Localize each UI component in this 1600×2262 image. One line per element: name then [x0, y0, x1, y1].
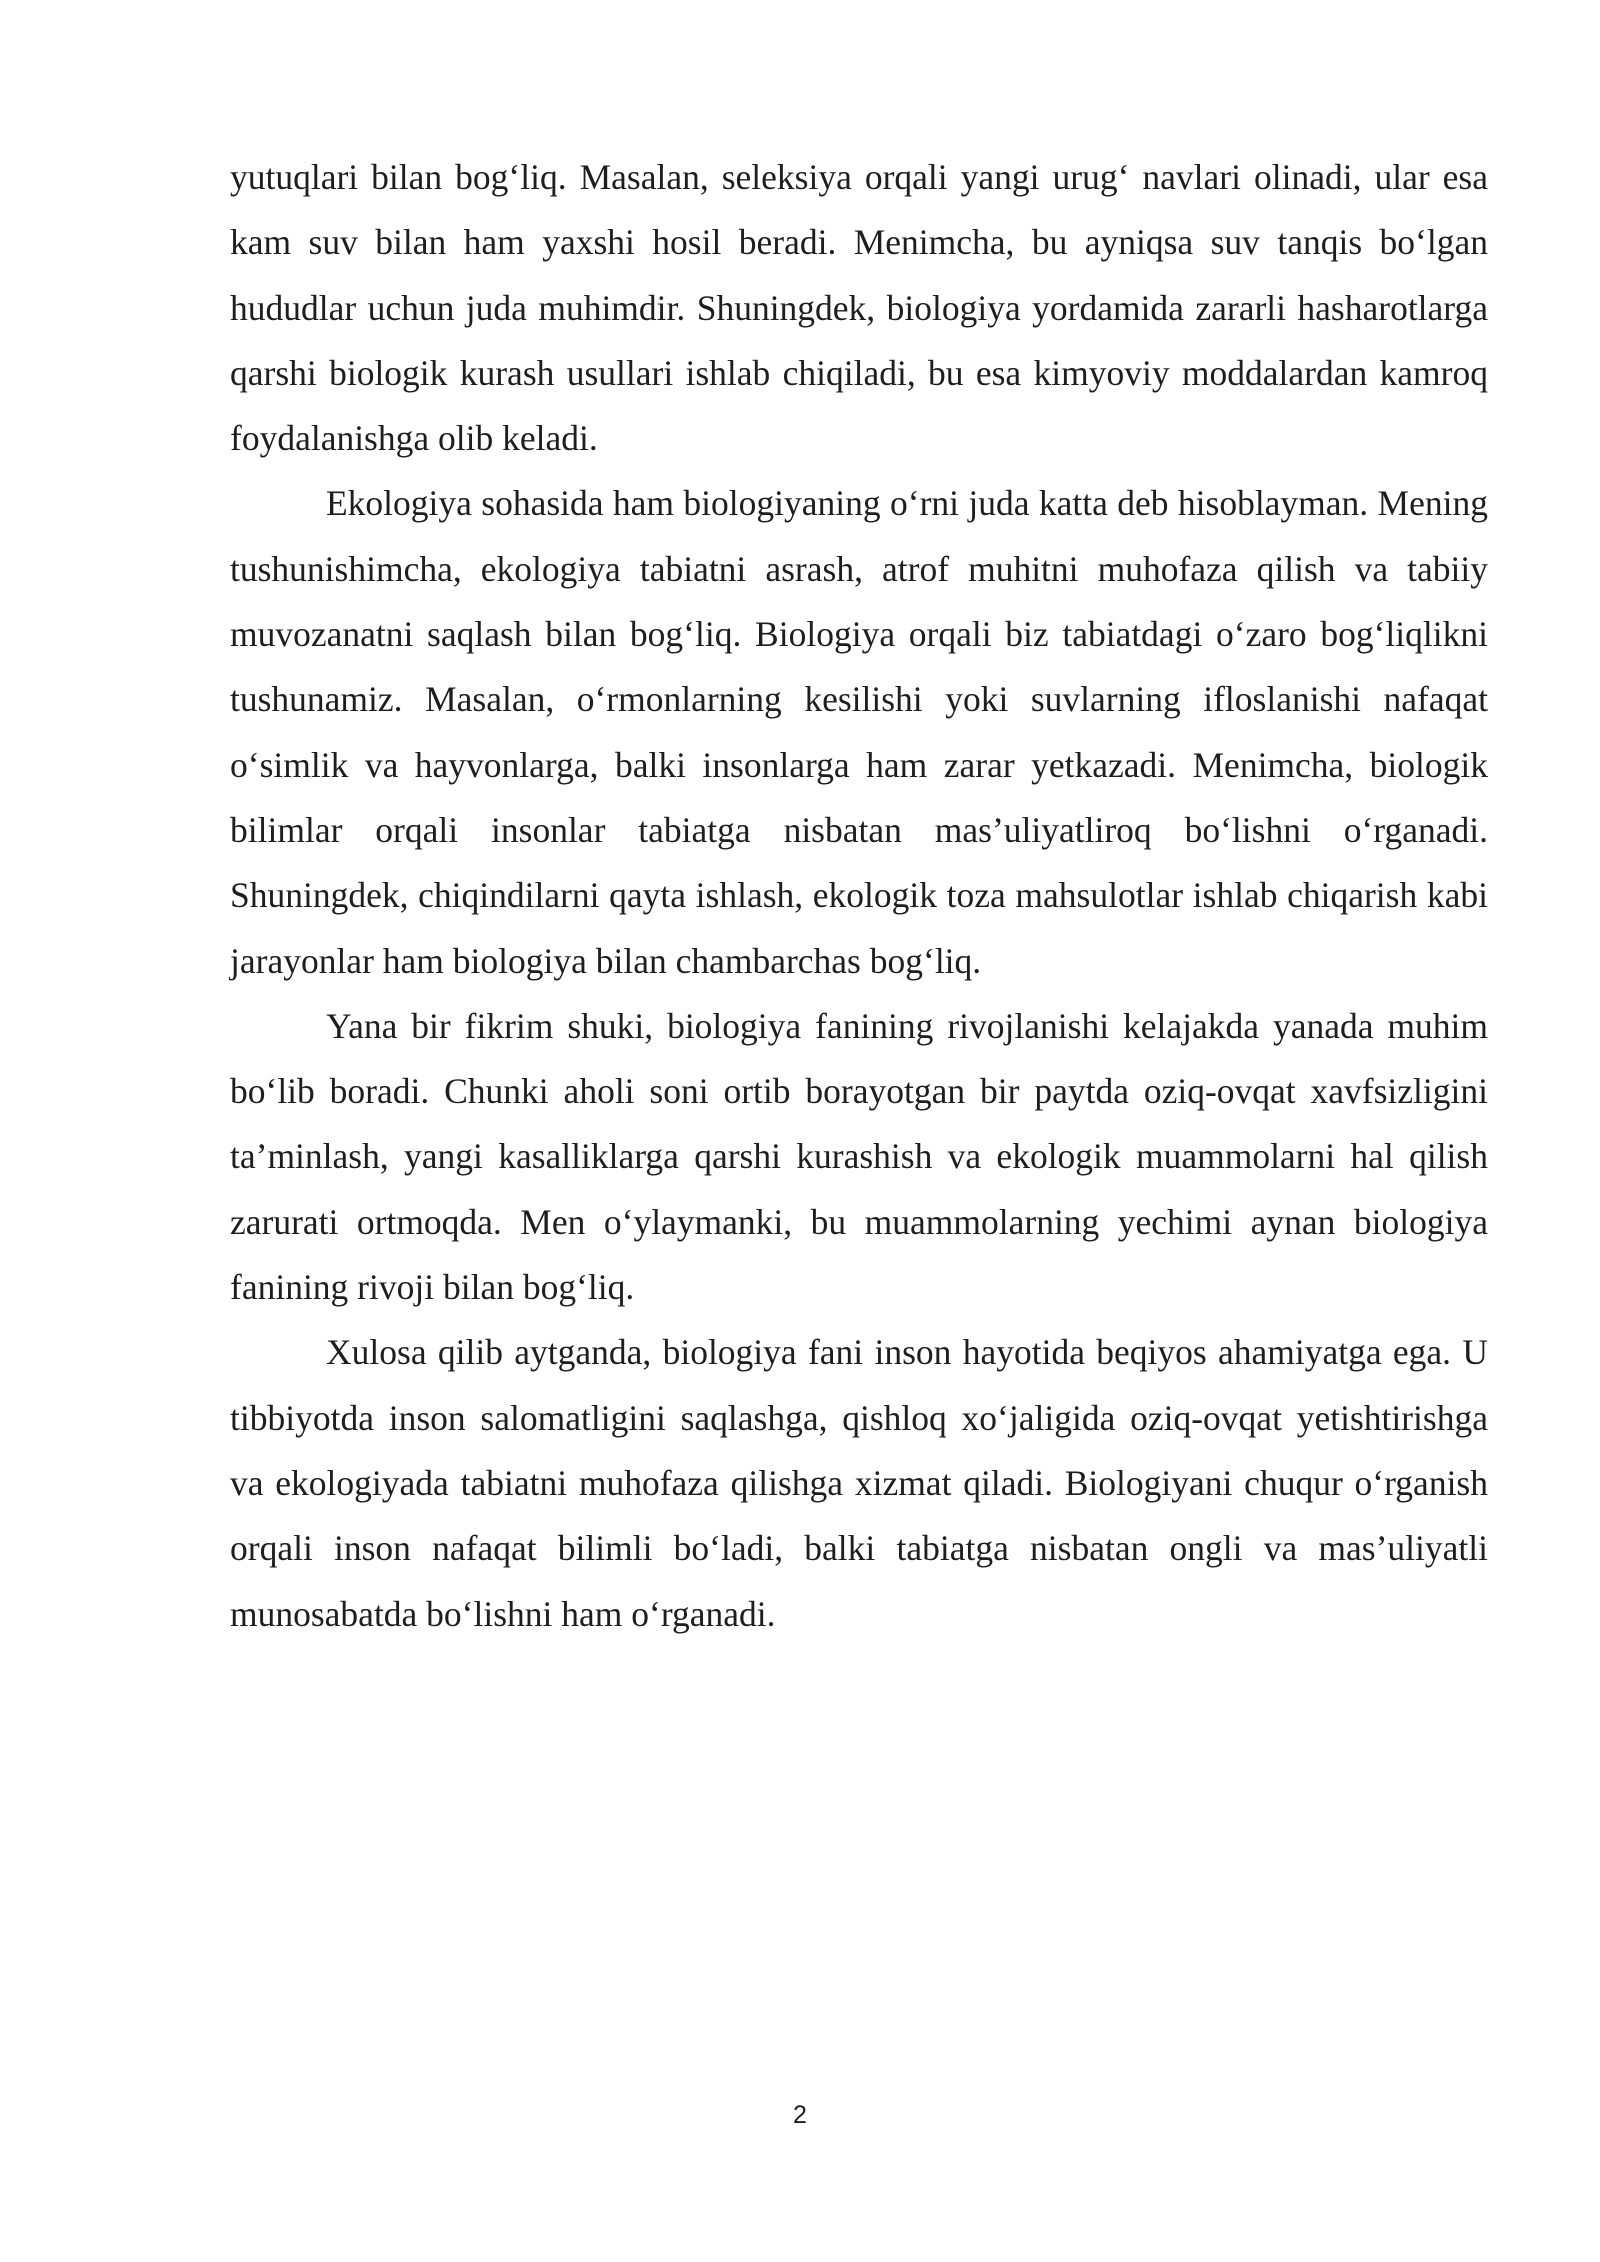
paragraph-ecology: Ekologiya sohasida ham biologiyaning o‘rni juda katta deb hisoblayman. Mening tushunishimcha, ekologiya tabiatni asrash, atrof muhitni muhofaza qilish va tabiiy muvozanatni saqlash bilan bog‘liq. Biologiya orqali biz tabiatdagi o‘zaro bog‘liqlikni tushunamiz. Masalan, o‘rmonlarning kesilishi yoki suvlarning ifloslanishi nafaqat o‘simlik va hayvonlarga, balki insonlarga ham zarar yetkazadi. Menimcha, biologik bilimlar orqali insonlar tabiatga nisbatan mas’uliyatliroq bo‘lishni o‘rganadi. Shuningdek, chiqindilarni qayta ishlash, ekologik toza mahsulotlar ishlab chiqarish kabi jarayonlar ham biologiya bilan chambarchas bog‘liq.: [230, 483, 1488, 981]
paragraph-continuation: yutuqlari bilan bog‘liq. Masalan, seleksiya orqali yangi urug‘ navlari olinadi, ular esa kam suv bilan ham yaxshi hosil beradi. Menimcha, bu ayniqsa suv tanqis bo‘lgan hududlar uchun juda muhimdir. Shuningdek, biologiya yordamida zararli hasharotlarga qarshi biologik kurash usullari ishlab chiqiladi, bu esa kimyoviy moddalardan kamroq foydalanishga olib keladi.: [230, 157, 1488, 459]
paragraph-future: Yana bir fikrim shuki, biologiya fanining rivojlanishi kelajakda yanada muhim bo‘lib boradi. Chunki aholi soni ortib borayotgan bir paytda oziq-ovqat xavfsizligini ta’minlash, yangi kasalliklarga qarshi kurashish va ekologik muammolarni hal qilish zarurati ortmoqda. Men o‘ylaymanki, bu muammolarning yechimi aynan biologiya fanining rivoji bilan bog‘liq.: [230, 1005, 1488, 1308]
paragraph-conclusion: Xulosa qilib aytganda, biologiya fani inson hayotida beqiyos ahamiyatga ega. U tibbiyotda inson salomatligini saqlashga, qishloq xo‘jaligida oziq-ovqat yetishtirishga va ekologiyada tabiatni muhofaza qilishga xizmat qiladi. Biologiyani chuqur o‘rganish orqali inson nafaqat bilimli bo‘ladi, balki tabiatga nisbatan ongli va mas’uliyatli munosabatda bo‘lishni ham o‘rganadi.: [230, 1332, 1488, 1634]
body-text: [230, 145, 1488, 1647]
page-number: 2: [793, 2101, 807, 2129]
